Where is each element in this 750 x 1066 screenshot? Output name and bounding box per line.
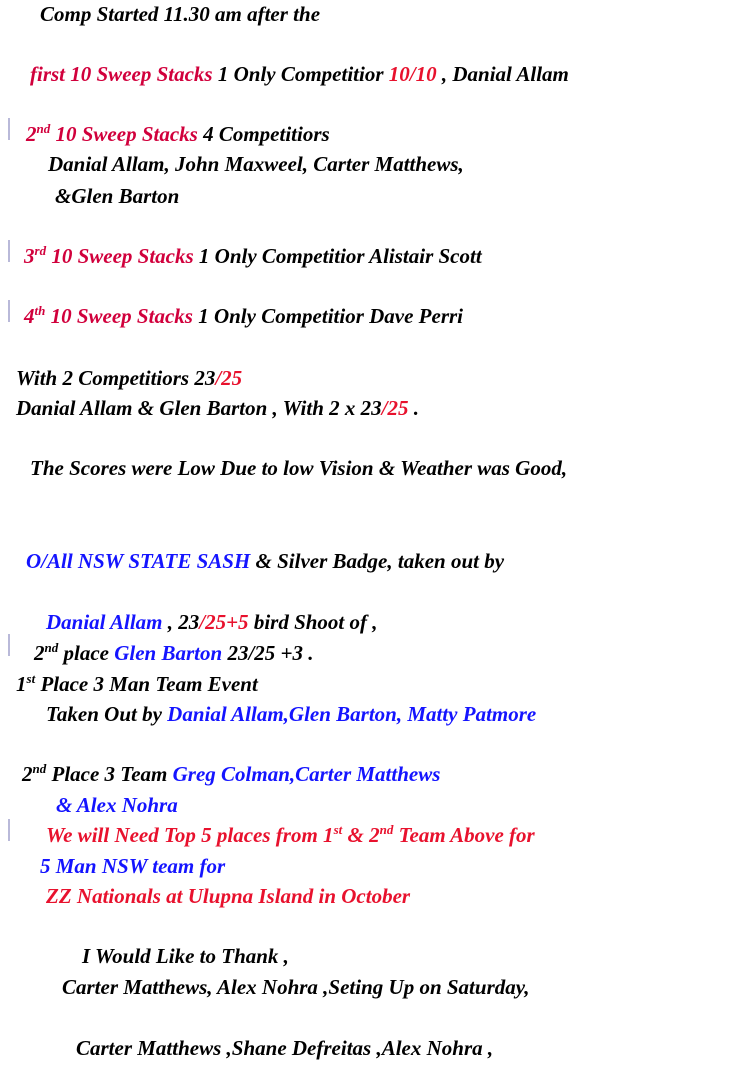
text-run: & Alex Nohra — [56, 793, 178, 817]
text-run: 1 — [16, 672, 27, 696]
text-run: Carter Matthews, Alex Nohra ,Seting Up on Saturday, — [62, 975, 530, 999]
text-run: /25+5 — [199, 610, 249, 634]
line-1st-team-names — [46, 702, 536, 726]
line-thank — [82, 944, 289, 968]
text-run: We will Need Top 5 places from 1 — [46, 823, 334, 847]
text-run: & Silver Badge, taken out by — [250, 549, 505, 573]
text-run: , 23 — [162, 610, 200, 634]
line-thank-names-2 — [76, 1036, 493, 1060]
text-run: 2 — [22, 762, 33, 786]
line-comp-started — [40, 2, 320, 26]
margin-change-mark — [8, 118, 10, 140]
text-run: 10 Sweep Stacks — [45, 304, 193, 328]
line-first-10-sweep — [30, 62, 569, 86]
text-run: Danial Allam, John Maxweel, Carter Matthews, — [48, 152, 464, 176]
line-2nd-place-glen — [34, 641, 314, 665]
text-run: With 2 Competitiors 23 — [16, 366, 216, 390]
text-run: Danial Allam — [46, 610, 163, 634]
text-run: st — [333, 822, 343, 837]
line-3rd-10-sweep — [24, 244, 482, 268]
text-run: Carter Matthews ,Shane Defreitas ,Alex Nohra , — [76, 1036, 494, 1060]
text-run: 4 Competitiors — [197, 122, 330, 146]
line-2nd-10-sweep — [26, 122, 330, 146]
text-run: rd — [34, 243, 47, 258]
text-run: first 10 Sweep Stacks — [30, 62, 218, 86]
text-run: 1 Only Competitior — [217, 62, 389, 86]
text-run: st — [26, 671, 36, 686]
text-run: Place 3 Team — [46, 762, 173, 786]
text-run: nd — [32, 761, 47, 776]
text-run: Taken Out by — [46, 702, 168, 726]
text-run: , Danial Allam — [436, 62, 569, 86]
line-danial-glen-23 — [16, 396, 419, 420]
text-run: O/All NSW STATE SASH — [26, 549, 251, 573]
line-2nd-names-cont — [55, 184, 179, 208]
text-run: 1 Only Competitior Alistair Scott — [198, 244, 482, 268]
text-run: Danial Allam & Glen Barton , With 2 x 23 — [16, 396, 382, 420]
text-run: nd — [36, 121, 51, 136]
line-need-top-5 — [46, 823, 535, 847]
text-run: 1 Only Competitior Dave Perri — [192, 304, 464, 328]
text-run: /25 — [248, 641, 276, 665]
text-run: ZZ — [46, 884, 72, 908]
text-run: &Glen Barton — [55, 184, 180, 208]
text-run: Danial Allam,Glen Barton, Matty Patmore — [167, 702, 537, 726]
text-run: Comp Started 11.30 am after the — [40, 2, 321, 26]
line-scores-low — [30, 456, 567, 480]
line-5-man-team — [40, 854, 225, 878]
margin-change-mark — [8, 240, 10, 262]
text-run: 10 Sweep Stacks — [50, 122, 198, 146]
text-run: Place 3 Man Team Event — [35, 672, 258, 696]
margin-change-mark — [8, 819, 10, 841]
line-zz-nationals — [46, 884, 410, 908]
text-run: bird Shoot of , — [248, 610, 378, 634]
text-run: Greg Colman,Carter Matthews — [172, 762, 441, 786]
text-run: The Scores were Low Due to low Vision & Weather was Good, — [30, 456, 568, 480]
text-run: nd — [379, 822, 394, 837]
text-run: . — [408, 396, 419, 420]
text-run: Team Above for — [393, 823, 535, 847]
line-oall-sash — [26, 549, 504, 573]
text-run: th — [34, 303, 46, 318]
text-run: I Would Like to Thank , — [82, 944, 289, 968]
text-run: 23 — [222, 641, 249, 665]
line-2nd-names — [48, 152, 464, 176]
line-danial-allam-shootoff — [46, 610, 378, 634]
text-run: 10 Sweep Stacks — [46, 244, 199, 268]
text-run: +3 . — [275, 641, 314, 665]
text-run: 10/10 — [388, 62, 437, 86]
text-run: 5 Man NSW team for — [40, 854, 226, 878]
line-alex-nohra — [56, 793, 178, 817]
margin-change-mark — [8, 300, 10, 322]
text-run: place — [58, 641, 115, 665]
text-run: /25 — [215, 366, 243, 390]
text-run: Nationals at Ulupna Island in October — [71, 884, 411, 908]
text-run: & 2 — [342, 823, 380, 847]
line-4th-10-sweep — [24, 304, 463, 328]
line-with-2-competitiors — [16, 366, 242, 390]
margin-change-mark — [8, 634, 10, 656]
line-thank-names-1 — [62, 975, 530, 999]
line-1st-place-team — [16, 672, 258, 696]
text-run: 2 — [26, 122, 37, 146]
text-run: 3 — [24, 244, 35, 268]
text-run: /25 — [381, 396, 409, 420]
text-run: 2 — [34, 641, 45, 665]
text-run: Glen Barton — [114, 641, 223, 665]
text-run: 4 — [24, 304, 35, 328]
text-run: nd — [44, 640, 59, 655]
line-2nd-place-team — [22, 762, 440, 786]
